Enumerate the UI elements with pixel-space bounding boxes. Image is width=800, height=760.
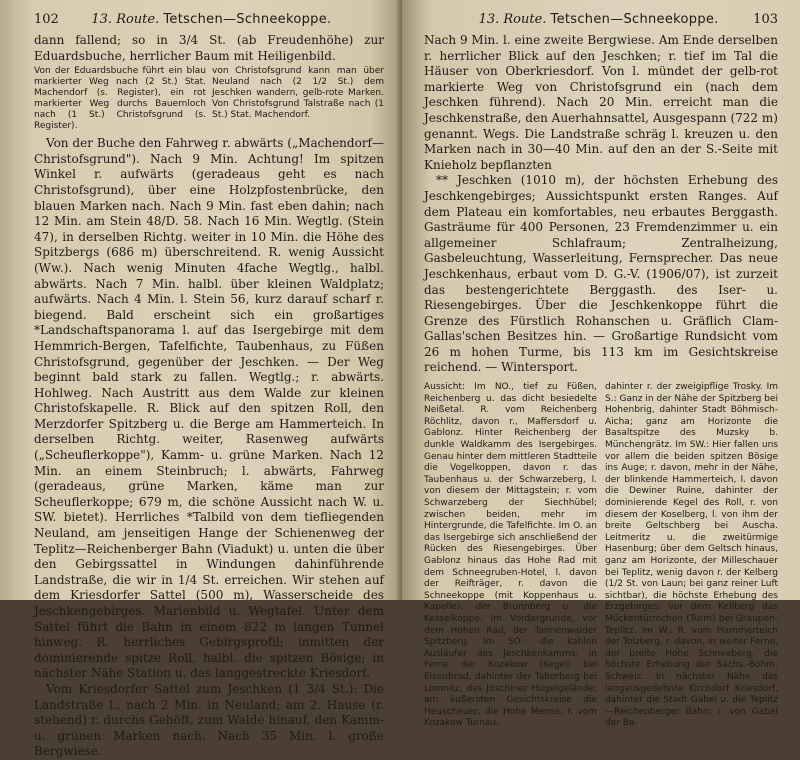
right-column-2: dahinter r. der zweigipflige Trosky. Im S.: Ganz in der Nähe der Spitzberg bei Hohenbrig, dahinter Stadt Böhmisch-Aicha; ganz am Horizonte die Basaltspitze des Muzsky b. Münchengrätz. Im SW.: Hier fallen uns vor allem die beiden spitzen Bösige ins Auge; r. davon, mehr in der Nähe, der blinkende Hammerteich, l. davon die Dewiner Ruine, dahinter der dominierende Kegel des Roll, r. von diesem der Koselberg, l. von ihm der breite Geltschberg bei Auscha. Leitmeritz u. die zweitürmige Hasenburg; über dem Geltsch hinaus, ganz am Horizonte, der Milleschauer bei Teplitz, wenig davon r. der Kelberg (1/2 St. von Laun; bei ganz reiner Luft sichtbar), die höchste Erhebung des Erzgebirges; vor dem Kellberg das Mückentürmchen (Turm) bei Graupen-Teplitz. Im W.: R. vom Hammerteich der Tolzberg, r. davon, in weiter Ferne, der breite Hohe Schneeberg, die höchste Erhebung der Sächs.-Böhm. Schweiz. In nächster Nähe das langausgedehnte Kirchdorf Kriesdorf, dahinter die Stadt Gabel u. die Teplitz—Reichenberger Bahn; r. von Gabel der Ba- [605, 382, 778, 729]
left-title: Tetschen—Schneekoppe. [163, 12, 332, 27]
left-paragraph-2: Von der Buche den Fahrweg r. abwärts („Machendorf—Christofsgrund"). Nach 9 Min. Achtung! Im spitzen Winkel r. aufwärts (geradeaus geht es nach Christofsgrund), über eine Holzpfostenbrücke, den blauen Marken nach. Nach 9 Min. fast eben dahin; nach 12 Min. am Stein 48/D. 58. Nach 16 Min. Wegtlg. (Stein 47), in derselben Richtg. weiter in 10 Min. die Höhe des Spitzbergs (686 m) überschreitend. R. wenig Aussicht (Ww.). Nach wenig Minuten 4fache Wegtlg., halbl. abwärts. Nach 7 Min. halbl. über kleinen Waldplatz; aufwärts. Nach 4 Min. l. Stein 56, kurz darauf scharf r. biegend. Bald erscheint sich ein großartiges *Landschaftspanorama l. auf das Isergebirge mit dem Hemmrich-Bergen, Tafelfichte, Taubenhaus, zu Füßen Christofsgrund, gegenüber der Jeschken. — Der Weg beginnt bald stark zu fallen. Wegtlg.; r. abwärts. Hohlweg. Nach Austritt aus dem Walde zur kleinen Christofskapelle. R. Blick auf den spitzen Roll, den Merzdorfer Spitzberg u. die Berge am Hammerteich. In derselben Richtg. weiter, Rasenweg aufwärts („Scheuflerkoppe"), Kamm- u. grüne Marken. Nach 12 Min. an einem Steinbruch; l. abwärts, Fahrweg (geradeaus, grüne Marken, käme man zur Scheuflerkoppe; 679 m, die schöne Aussicht nach W. u. SW. bietet). Herrliches *Talbild von dem tiefliegenden Neuland, am jenseitigen Hange der Schienenweg der Teplitz—Reichenberger Bahn (Viadukt) u. unten die über den Gebirgssattel in Windungen dahinführende Landstraße, die wir in 1/4 St. erreichen. Wir stehen auf dem Kriesdorfer Sattel (500 m), Wasserscheide des Jeschkengebirges. Marienbild u. Wegtafel. Unter dem Sattel führt die Bahn in einem 822 m langen Tunnel hinweg. R. herrliches Gebirgsprofil; inmitten der dominierende spitze Roll, halbl. die spitzen Bösige; in nächster Nähe Station u. das langgestreckte Kriesdorf. [34, 136, 384, 681]
right-page [402, 0, 800, 729]
left-paragraph-1: dann fallend; so in 3/4 St. (ab Freudenhöhe) zur Eduardsbuche, herrlicher Baum mit Heiligenbild. [34, 33, 384, 63]
right-body [424, 33, 778, 376]
right-route-label: 13. Route. [478, 12, 547, 27]
right-page-header [424, 12, 778, 27]
left-route-label: 13. Route. [91, 12, 160, 27]
right-paragraph-1: Nach 9 Min. l. eine zweite Bergwiese. Am Ende derselben r. herrlicher Blick auf den Jeschken; r. tief im Tal die Häuser von Oberkriesdorf. Von l. mündet der gelb-rot markierte Weg von Christofsgrund ein (nach dem Jeschken führend). Nach 20 Min. erreicht man die Jeschkenstraße, den Auerhahnsattel, Ausgespann (722 m) genannt. Wegs. Die Landstraße schräg l. kreuzen u. den Marken nach in 30—40 Min. auf den an der S.-Seite mit Knieholz bepflanzten [424, 33, 778, 172]
left-note-right: von Christofsgrund kann man über Neuland nach (2 1/2 St.) dem Jeschken wandern, gelb-rote Marken. Von Christofsgrund Talstraße nach (1 St.) Stat. Machendorf. [212, 66, 384, 121]
left-body [34, 33, 384, 760]
right-page-number: 103 [753, 12, 778, 27]
left-running-head [91, 12, 331, 27]
right-column-1: Aussicht: Im NO., tief zu Füßen, Reichenberg u. das dicht besiedelte Neißetal. R. vom Reichenberg Röchlitz, davon r., Maffersdorf u. Gablonz. Hinter Reichenberg der dunkle Waldkamm des Isergebirges. Genau hinter dem mittleren Stadtteile die Vogelkoppen, davon r. das Taubenhaus u. der Schwarzeberg, l. von diesem der Mittagstein; r. vom Schwarzeberg der Siechhübel; zwischen beiden, mehr im Hintergrunde, die Tafelfichte. Im O. an das Isergebirge sich anschließend der Rücken des Riesengebirges. Über Gablonz hinaus das Hohe Rad mit dem Schneegruben-Hotel, l. davon der Reifträger, r. davon die Schneekoppe (mit Koppenhaus u. Kapelle), der Brunnberg u. die Kesselkoppe. Im Vordergrunde, vor dem Hohen Rad, der Tannenwalder Spitzberg. Im SO.: die kahlen Ausläufer des Jeschkenkamms; in Ferne der Kozakow (Kegel) bei Eisenbrod, dahinter der Taborberg bei Lomnitz, das Jitschiner Hügelgelände; am äußersten Gesichtskreise die Heuscheuer, die Hohe Mense; r. vom Kozakow Turnau, [424, 382, 597, 729]
left-page-number: 102 [34, 12, 59, 27]
left-note-left: Von der Eduardsbuche führt ein blau markierter Weg nach (2 St.) Stat. Machendorf (s. Register), ein rot markierter Weg durchs Bauernloch nach (1 St.) Christofsgrund (s. Register). [34, 66, 206, 132]
left-page-header [34, 12, 384, 27]
left-small-notes [34, 66, 384, 132]
right-title: Tetschen—Schneekoppe. [550, 12, 719, 27]
left-paragraph-3: Vom Kriesdorfer Sattel zum Jeschken (1 3/4 St.): Die Landstraße l., nach 2 Min. in Neuland; am 2. Hause (r. stehend) r. durchs Gehöft, zum Walde hinauf, den Kamm- u. grünen Marken nach. Nach 35 Min. l. große Bergwiese. [34, 681, 384, 759]
right-paragraph-jeschken: ** Jeschken (1010 m), der höchsten Erhebung des Jeschkengebirges; Aussichtspunkt ersten Ranges. Auf dem Plateau ein komfortables, neu erbautes Berggasth. Gasträume für 400 Personen, 23 Fremdenzimmer u. ein allgemeiner Schlafraum; Zentralheizung, Gasbeleuchtung, Wasserleitung, Fernsprecher. Das neue Jeschkenhaus, erbaut vom D. G.-V. (1906/07), ist zurzeit das bestengerichtete Berggasth. des Iser- u. Riesengebirges. Über die Jeschkenkoppe führt die Grenze des Fürstlich Rohanschen u. Gräflich Clam-Gallas'schen Besitzes hin. — Großartige Rundsicht vom 26 m hohen Turme, bis 113 km im Gesichtskreise reichend. — Wintersport. [424, 173, 778, 375]
right-aussicht-columns [424, 382, 778, 730]
right-running-head [479, 12, 719, 27]
